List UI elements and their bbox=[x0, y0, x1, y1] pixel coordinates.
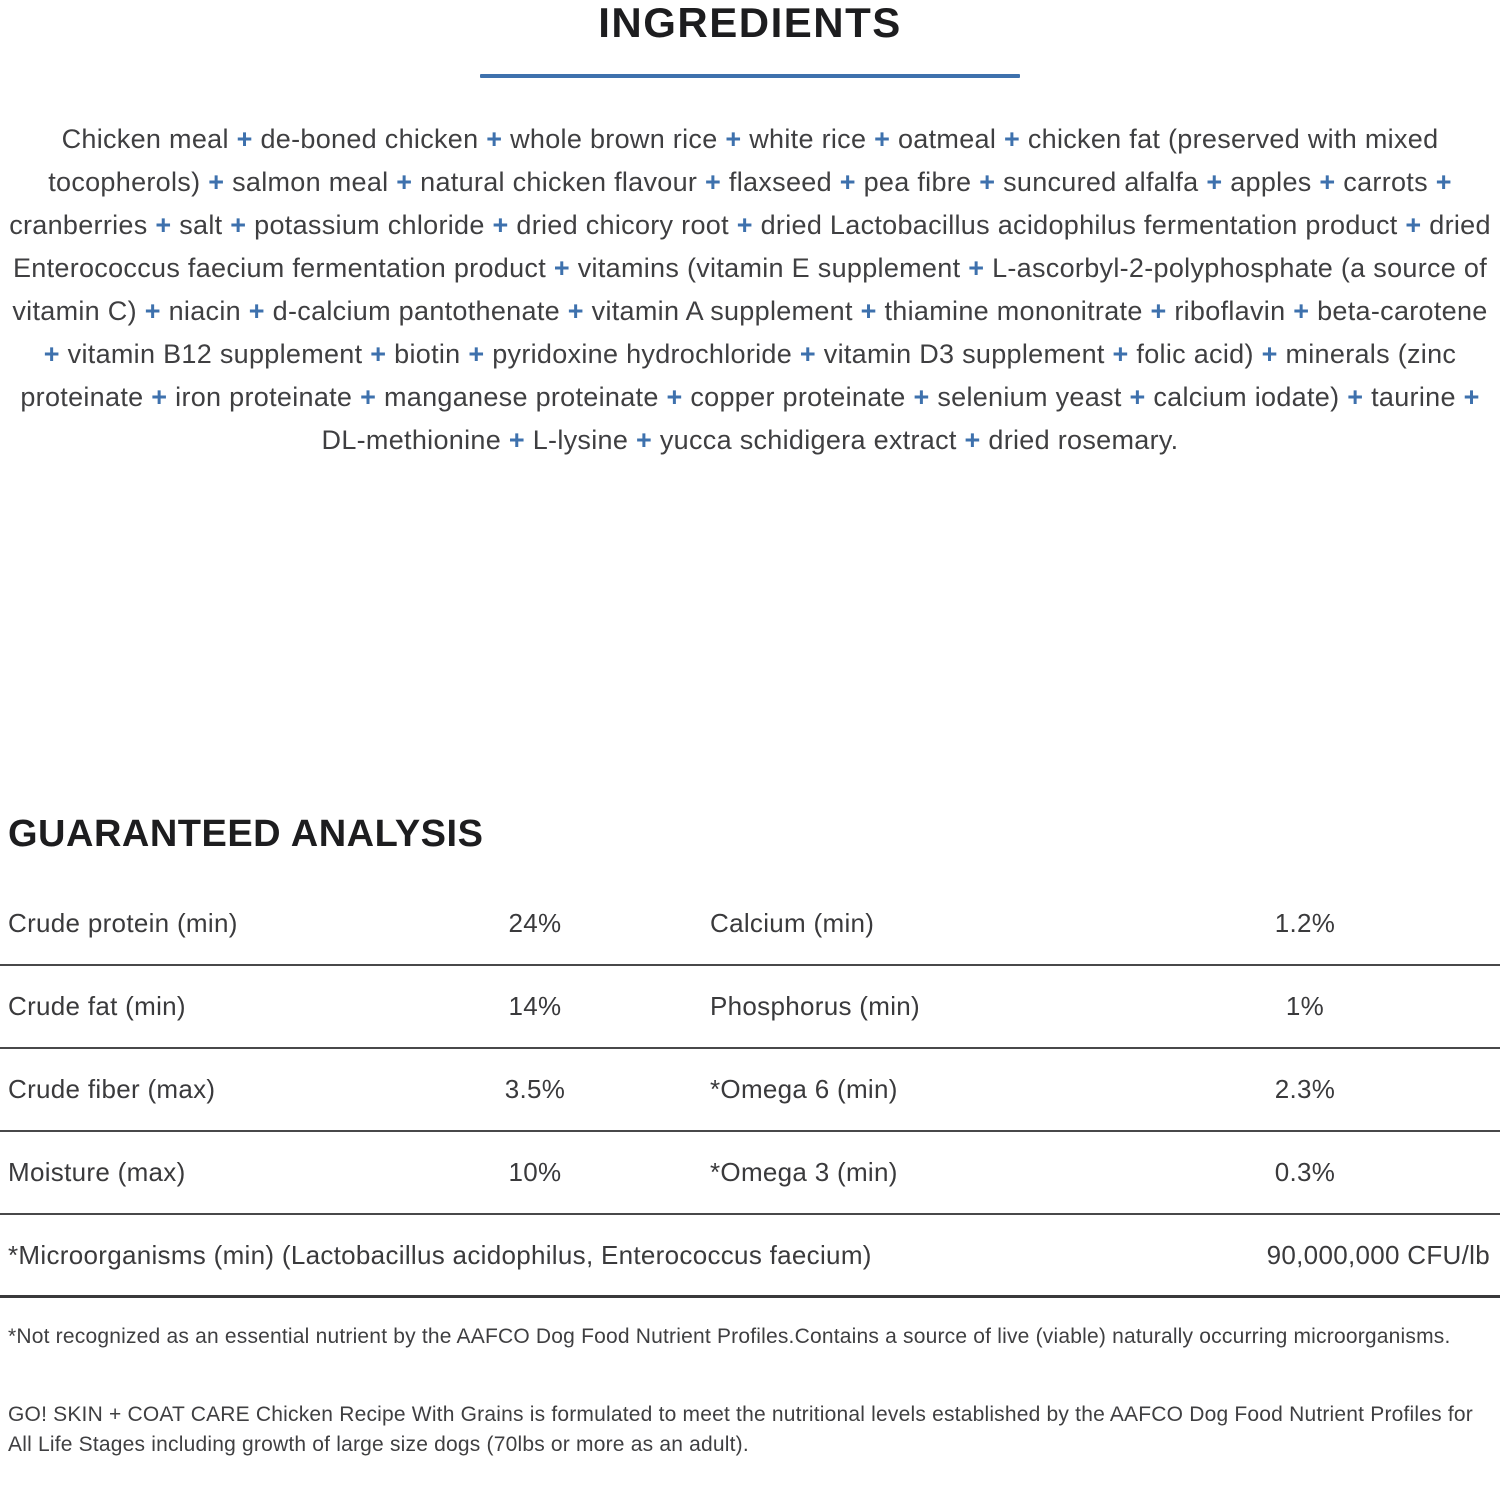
nutrient-value: 1% bbox=[1285, 991, 1325, 1021]
nutrient-value: 0.3% bbox=[1274, 1157, 1336, 1187]
plus-separator: + bbox=[360, 382, 377, 412]
plus-separator: + bbox=[567, 296, 584, 326]
plus-separator: + bbox=[151, 382, 168, 412]
plus-separator: + bbox=[1003, 124, 1021, 154]
plus-separator: + bbox=[1150, 296, 1167, 326]
nutrient-label: Phosphorus (min) bbox=[710, 991, 920, 1021]
footnote-aafco: *Not recognized as an essential nutrient by the AAFCO Dog Food Nutrient Profiles.Contains a source of live (viable) naturally occurring microorganisms. bbox=[8, 1325, 1451, 1348]
nutrient-label: Crude fat (min) bbox=[8, 991, 186, 1021]
plus-separator: + bbox=[248, 296, 265, 326]
table-row bbox=[0, 883, 1500, 966]
heading-divider bbox=[480, 74, 1020, 78]
table-row-microorganisms bbox=[0, 1215, 1500, 1298]
nutrient-value: 2.3% bbox=[1274, 1074, 1336, 1104]
plus-separator: + bbox=[874, 124, 891, 154]
plus-separator: + bbox=[1463, 382, 1480, 412]
nutrient-value: 90,000,000 CFU/lb bbox=[1266, 1239, 1490, 1270]
plus-separator: + bbox=[486, 124, 503, 154]
plus-separator: + bbox=[799, 339, 816, 369]
nutrient-label: *Microorganisms (min) (Lactobacillus acidophilus, Enterococcus faecium) bbox=[8, 1239, 872, 1270]
plus-separator: + bbox=[736, 210, 753, 240]
plus-separator: + bbox=[635, 425, 653, 455]
table-row bbox=[0, 966, 1500, 1049]
plus-separator: + bbox=[666, 382, 683, 412]
plus-separator: + bbox=[155, 210, 172, 240]
plus-separator: + bbox=[144, 296, 161, 326]
nutrient-label: Crude protein (min) bbox=[8, 908, 238, 938]
plus-separator: + bbox=[964, 425, 981, 455]
nutrient-value: 10% bbox=[508, 1157, 562, 1187]
table-row bbox=[0, 1049, 1500, 1132]
plus-separator: + bbox=[43, 339, 60, 369]
nutrient-value: 24% bbox=[508, 908, 562, 938]
nutrient-label: Calcium (min) bbox=[710, 908, 875, 938]
plus-separator: + bbox=[492, 210, 509, 240]
plus-separator: + bbox=[1405, 210, 1422, 240]
plus-separator: + bbox=[1261, 339, 1278, 369]
guaranteed-analysis-heading: GUARANTEED ANALYSIS bbox=[8, 813, 484, 855]
plus-separator: + bbox=[1112, 339, 1129, 369]
plus-separator: + bbox=[1206, 167, 1223, 197]
plus-separator: + bbox=[913, 382, 930, 412]
plus-separator: + bbox=[725, 124, 742, 154]
ingredients-heading: INGREDIENTS bbox=[598, 0, 902, 46]
nutrient-value: 1.2% bbox=[1274, 908, 1336, 938]
plus-separator: + bbox=[553, 253, 570, 283]
plus-separator: + bbox=[705, 167, 722, 197]
plus-separator: + bbox=[236, 124, 253, 154]
nutrient-label: Crude fiber (max) bbox=[8, 1074, 216, 1104]
ingredients-section bbox=[0, 0, 1500, 462]
plus-separator: + bbox=[968, 253, 985, 283]
plus-separator: + bbox=[370, 339, 387, 369]
plus-separator: + bbox=[508, 425, 525, 455]
ingredients-text: Chicken meal + de-boned chicken + whole brown rice + white rice + oatmeal + chicken fat (preserved with mixed tocopherols) + salmon meal + natural chicken flavour + flaxseed + pea fibre + suncured alfalfa + apples + carrots + cranberries + salt + potassium chloride + dried chicory root + dried Lactobacillus acidophilus fermentation product + dried Enterococcus faecium fermentation product + vitamins (vitamin E supplement + L-ascorbyl-2-polyphosphate (a source of vitamin C) + niacin + d-calcium pantothenate + vitamin A supplement + thiamine mononitrate + riboflavin + beta-carotene + vitamin B12 supplement + biotin + pyridoxine hydrochloride + vitamin D3 supplement + folic acid) + minerals (zinc proteinate + iron proteinate + manganese proteinate + copper proteinate + selenium yeast + calcium iodate) + taurine + DL-methionine + L-lysine + yucca schidigera extract + dried rosemary. bbox=[9, 124, 1491, 455]
table-row bbox=[0, 1132, 1500, 1215]
plus-separator: + bbox=[468, 339, 485, 369]
nutrient-value: 14% bbox=[508, 991, 562, 1021]
plus-separator: + bbox=[230, 210, 247, 240]
plus-separator: + bbox=[839, 167, 856, 197]
plus-separator: + bbox=[1319, 167, 1336, 197]
plus-separator: + bbox=[979, 167, 996, 197]
plus-separator: + bbox=[860, 296, 877, 326]
plus-separator: + bbox=[1347, 382, 1364, 412]
nutrient-label: *Omega 6 (min) bbox=[710, 1074, 898, 1104]
guaranteed-analysis-section bbox=[0, 813, 1500, 1460]
nutrient-label: Moisture (max) bbox=[8, 1157, 186, 1187]
plus-separator: + bbox=[1293, 296, 1310, 326]
plus-separator: + bbox=[1435, 167, 1452, 197]
nutrient-value: 3.5% bbox=[504, 1074, 566, 1104]
plus-separator: + bbox=[208, 167, 225, 197]
footnote-formulation: GO! SKIN + COAT CARE Chicken Recipe With Grains is formulated to meet the nutritional levels established by the AAFCO Dog Food Nutrient Profiles for All Life Stages including growth of large size dogs (70lbs or more as an adult). bbox=[8, 1403, 1474, 1456]
plus-separator: + bbox=[396, 167, 413, 197]
nutrient-label: *Omega 3 (min) bbox=[710, 1157, 898, 1187]
guaranteed-analysis-table bbox=[0, 883, 1500, 1298]
plus-separator: + bbox=[1129, 382, 1146, 412]
